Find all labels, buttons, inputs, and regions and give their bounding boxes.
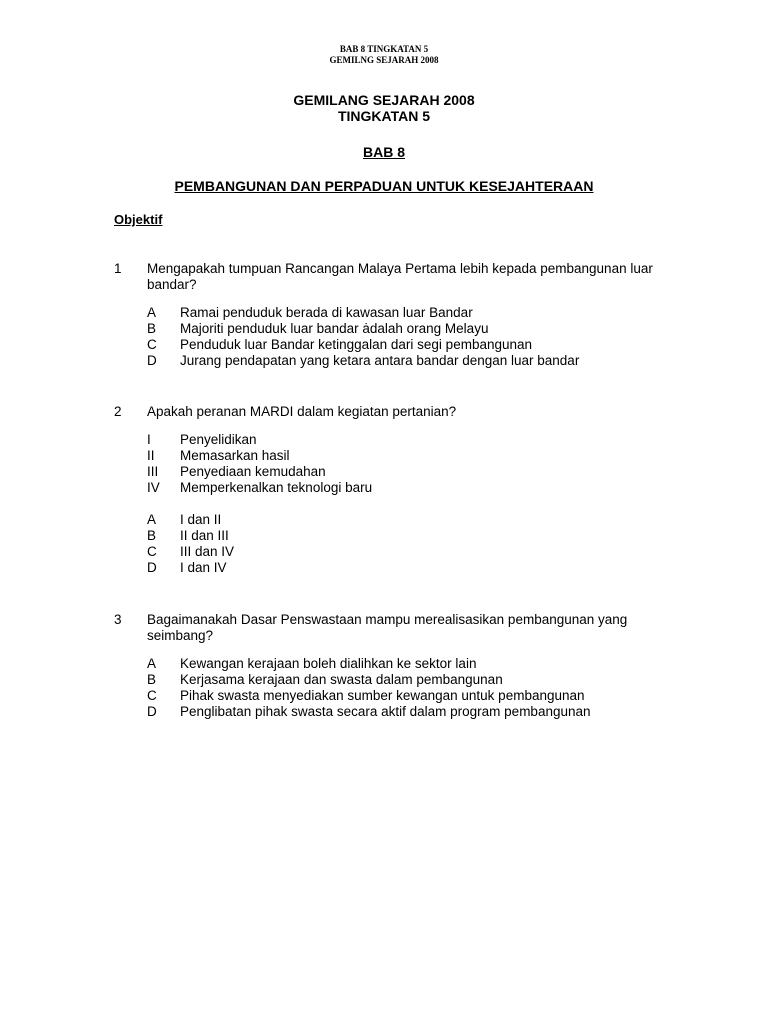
option-text: Kerjasama kerajaan dan swasta dalam pembangunan	[180, 672, 503, 687]
question-text: Mengapakah tumpuan Rancangan Malaya Pertama lebih kepada pembangunan luar bandar?	[147, 261, 653, 292]
option-letter: D	[147, 560, 157, 575]
option-letter: C	[147, 337, 157, 352]
option-text: Jurang pendapatan yang ketara antara bandar dengan luar bandar	[180, 353, 580, 368]
statement-numeral: II	[147, 448, 155, 463]
statement-item	[147, 432, 654, 448]
statement-item	[147, 480, 654, 496]
option-letter: A	[147, 512, 157, 527]
running-header	[0, 44, 768, 66]
title-line-2: TINGKATAN 5	[337, 108, 431, 124]
question-number: 1	[114, 261, 122, 276]
statement-item	[147, 464, 654, 480]
option-text: Ramai penduduk berada di kawasan luar Bandar	[180, 305, 473, 320]
chapter-title	[0, 178, 768, 194]
answer-option	[147, 544, 654, 560]
option-text: I dan IV	[180, 560, 227, 575]
option-text: Penduduk luar Bandar ketinggalan dari segi pembangunan	[180, 337, 533, 352]
question-text: Bagaimanakah Dasar Penswastaan mampu merealisasikan pembangunan yang seimbang?	[147, 612, 628, 643]
option-text: I dan II	[180, 512, 222, 527]
statement-numeral: IV	[147, 480, 160, 495]
answer-option	[147, 512, 654, 528]
statement-numeral: I	[147, 432, 151, 447]
option-letter: A	[147, 305, 157, 320]
answer-option	[147, 337, 654, 353]
option-text: II dan III	[180, 528, 229, 543]
answer-options	[147, 512, 654, 576]
chapter-heading	[0, 144, 768, 160]
document-title	[0, 92, 768, 124]
answer-option	[147, 656, 654, 672]
chapter-title-text: PEMBANGUNAN DAN PERPADUAN UNTUK KESEJAHTERAAN	[174, 178, 594, 194]
statement-numeral: III	[147, 464, 159, 479]
option-text: Majoriti penduduk luar bandar ȧdalah orang Melayu	[180, 321, 489, 336]
answer-option	[147, 672, 654, 688]
chapter-label: BAB 8	[362, 144, 405, 160]
option-letter: D	[147, 353, 157, 368]
question-1	[114, 261, 654, 369]
option-letter: B	[147, 672, 157, 687]
answer-option	[147, 688, 654, 704]
answer-options	[147, 305, 654, 369]
option-letter: C	[147, 544, 157, 559]
question-3	[114, 612, 654, 720]
answer-option	[147, 321, 654, 337]
question-number: 3	[114, 612, 122, 627]
statement-text: Penyediaan kemudahan	[180, 464, 326, 479]
section-label: Objektif	[114, 212, 163, 227]
running-header-line-1: BAB 8 TINGKATAN 5	[339, 44, 429, 54]
question-2	[114, 404, 654, 576]
option-letter: B	[147, 321, 157, 336]
option-text: Penglibatan pihak swasta secara aktif dalam program pembangunan	[180, 704, 591, 719]
statement-item	[147, 448, 654, 464]
statement-list	[147, 432, 654, 496]
answer-options	[147, 656, 654, 720]
answer-option	[147, 528, 654, 544]
option-letter: A	[147, 656, 157, 671]
statement-text: Penyelidikan	[180, 432, 257, 447]
running-header-line-2: GEMILNG SEJARAH 2008	[329, 55, 439, 65]
answer-option	[147, 704, 654, 720]
title-line-1: GEMILANG SEJARAH 2008	[293, 92, 475, 108]
option-letter: B	[147, 528, 157, 543]
statement-text: Memperkenalkan teknologi baru	[180, 480, 373, 495]
option-text: Kewangan kerajaan boleh dialihkan ke sektor lain	[180, 656, 477, 671]
statement-text: Memasarkan hasil	[180, 448, 290, 463]
option-letter: C	[147, 688, 157, 703]
answer-option	[147, 353, 654, 369]
question-text: Apakah peranan MARDI dalam kegiatan pertanian?	[147, 404, 457, 419]
question-number: 2	[114, 404, 122, 419]
option-letter: D	[147, 704, 157, 719]
option-text: III dan IV	[180, 544, 235, 559]
answer-option	[147, 305, 654, 321]
answer-option	[147, 560, 654, 576]
option-text: Pihak swasta menyediakan sumber kewangan untuk pembangunan	[180, 688, 585, 703]
